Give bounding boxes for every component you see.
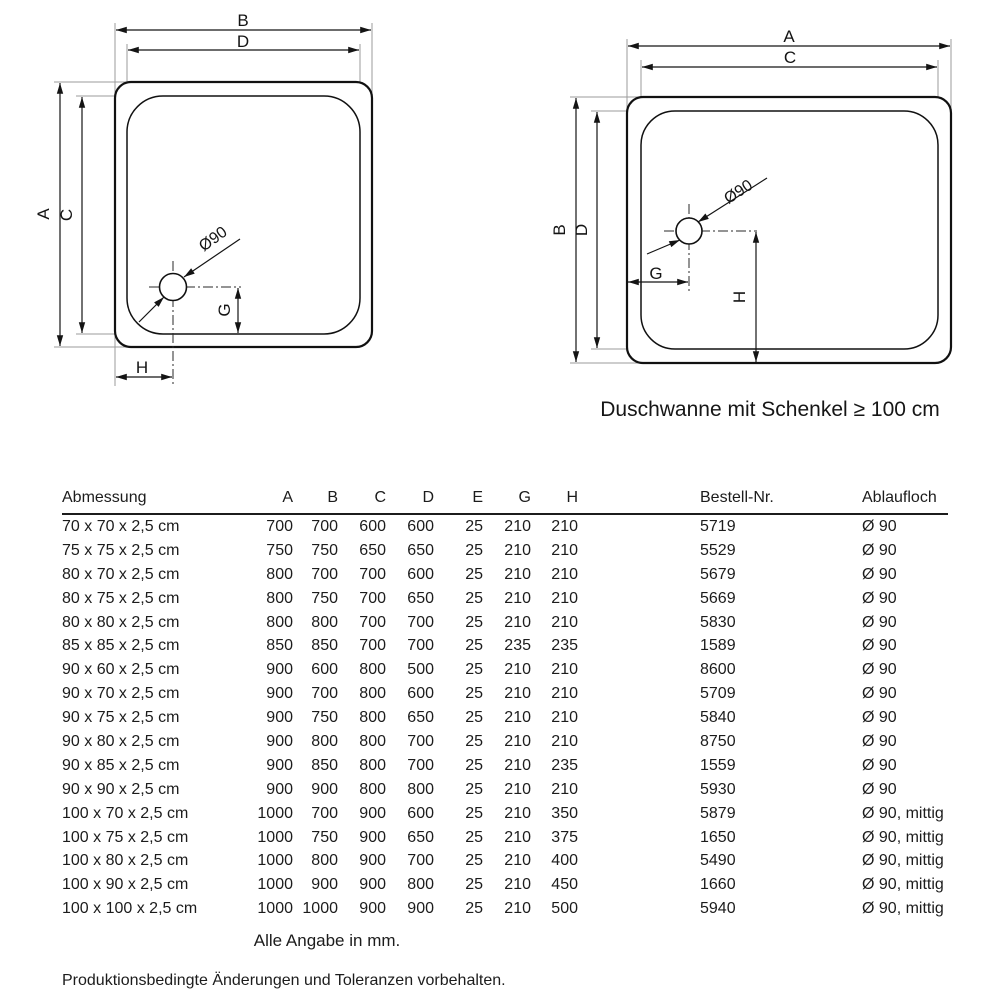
table-cell: 210 (504, 661, 531, 679)
table-cell: 210 (504, 565, 531, 583)
table-cell: 1559 (700, 756, 736, 774)
table-cell: 800 (266, 613, 293, 631)
table-cell: 600 (407, 517, 434, 535)
table-cell: 700 (407, 756, 434, 774)
table-row (62, 658, 948, 682)
table-cell: 90 x 90 x 2,5 cm (62, 780, 180, 798)
table-row (62, 682, 948, 706)
table-cell: 210 (551, 613, 578, 631)
table-cell: 90 x 85 x 2,5 cm (62, 756, 180, 774)
table-cell: 5840 (700, 709, 736, 727)
table-cell: 700 (407, 613, 434, 631)
col-header-d: D (386, 483, 434, 514)
table-cell: 900 (266, 709, 293, 727)
table-cell: 375 (551, 828, 578, 846)
table-row (62, 873, 948, 897)
drain-hole (160, 274, 187, 301)
table-cell: 90 x 80 x 2,5 cm (62, 732, 180, 750)
table-cell: 1000 (257, 804, 293, 822)
table-row (62, 754, 948, 778)
table-cell: 210 (504, 876, 531, 894)
table-cell: 350 (551, 804, 578, 822)
table-cell: 90 x 70 x 2,5 cm (62, 685, 180, 703)
table-cell: 100 x 80 x 2,5 cm (62, 852, 189, 870)
table-cell: 235 (551, 637, 578, 655)
table-cell: Ø 90 (862, 565, 897, 583)
table-cell: Ø 90, mittig (862, 804, 944, 822)
table-cell: 900 (266, 661, 293, 679)
table-cell: Ø 90, mittig (862, 900, 944, 918)
table-cell: 25 (465, 613, 483, 631)
table-cell: Ø 90, mittig (862, 876, 944, 894)
col-header-h: H (531, 483, 578, 514)
col-header-e: E (434, 483, 483, 514)
table-cell: 25 (465, 709, 483, 727)
table-cell: 700 (407, 637, 434, 655)
table-cell: 210 (504, 804, 531, 822)
table-cell: 1660 (700, 876, 736, 894)
table-cell: 210 (551, 565, 578, 583)
dim-label-c: C (783, 48, 797, 67)
table-row (62, 611, 948, 635)
table-cell: 800 (359, 709, 386, 727)
table-cell: 850 (266, 637, 293, 655)
table-cell: 800 (407, 876, 434, 894)
table-cell: Ø 90, mittig (862, 852, 944, 870)
table-cell: 210 (551, 780, 578, 798)
drain-diameter-label: Ø90 (196, 223, 231, 256)
table-cell: 500 (551, 900, 578, 918)
table-cell: 25 (465, 541, 483, 559)
table-cell: 25 (465, 732, 483, 750)
col-header-c: C (338, 483, 386, 514)
table-cell: 1650 (700, 828, 736, 846)
table-cell: 25 (465, 661, 483, 679)
table-cell: 1000 (257, 900, 293, 918)
table-cell: 90 x 75 x 2,5 cm (62, 709, 180, 727)
table-cell: Ø 90 (862, 637, 897, 655)
table-cell: 210 (504, 900, 531, 918)
table-cell: 600 (407, 685, 434, 703)
table-cell: 25 (465, 589, 483, 607)
col-header-g: G (483, 483, 531, 514)
table-cell: 900 (266, 685, 293, 703)
table-cell: 25 (465, 637, 483, 655)
table-cell: 100 x 100 x 2,5 cm (62, 900, 198, 918)
table-cell: 700 (311, 565, 338, 583)
table-cell: 900 (407, 900, 434, 918)
table-cell: 210 (551, 732, 578, 750)
square-tray-diagram (34, 11, 372, 386)
table-cell: 210 (551, 517, 578, 535)
table-cell: 80 x 70 x 2,5 cm (62, 565, 180, 583)
dimension-table-container (62, 483, 948, 921)
col-header-bestell-nr: Bestell-Nr. (578, 483, 862, 514)
table-row (62, 514, 948, 539)
table-cell: 25 (465, 780, 483, 798)
table-cell: 900 (359, 828, 386, 846)
table-cell: 800 (266, 565, 293, 583)
dim-label-d: D (236, 32, 250, 51)
table-cell: 210 (551, 709, 578, 727)
table-cell: 700 (311, 685, 338, 703)
table-cell: 90 x 60 x 2,5 cm (62, 661, 180, 679)
table-cell: 800 (311, 732, 338, 750)
table-row (62, 778, 948, 802)
table-cell: 25 (465, 900, 483, 918)
table-cell: 85 x 85 x 2,5 cm (62, 637, 180, 655)
table-cell: 450 (551, 876, 578, 894)
table-cell: 650 (359, 541, 386, 559)
table-body (62, 514, 948, 921)
table-cell: 210 (504, 852, 531, 870)
table-cell: 500 (407, 661, 434, 679)
table-cell: 750 (311, 589, 338, 607)
table-cell: 900 (266, 780, 293, 798)
table-cell: 210 (504, 732, 531, 750)
table-cell: 210 (504, 828, 531, 846)
table-cell: 5529 (700, 541, 736, 559)
table-cell: 25 (465, 876, 483, 894)
table-cell: 900 (311, 876, 338, 894)
table-cell: Ø 90 (862, 589, 897, 607)
dim-label-h: H (135, 358, 149, 377)
table-row (62, 706, 948, 730)
table-cell: 5669 (700, 589, 736, 607)
dimension-table (62, 483, 948, 921)
table-cell: 100 x 90 x 2,5 cm (62, 876, 189, 894)
table-cell: 700 (359, 565, 386, 583)
table-cell: Ø 90 (862, 756, 897, 774)
table-cell: 900 (359, 900, 386, 918)
table-cell: 80 x 80 x 2,5 cm (62, 613, 180, 631)
table-cell: 900 (266, 756, 293, 774)
table-cell: 650 (407, 541, 434, 559)
table-cell: 900 (359, 852, 386, 870)
table-row (62, 802, 948, 826)
table-cell: 800 (359, 732, 386, 750)
col-header-abmessung: Abmessung (62, 483, 230, 514)
table-cell: 5940 (700, 900, 736, 918)
table-cell: 210 (504, 541, 531, 559)
table-cell: 1000 (257, 852, 293, 870)
table-cell: 700 (359, 637, 386, 655)
table-cell: 5719 (700, 517, 736, 535)
table-cell: 5490 (700, 852, 736, 870)
dim-label-b: B (550, 224, 569, 236)
rectangular-tray-diagram (550, 27, 951, 363)
table-cell: 80 x 75 x 2,5 cm (62, 589, 180, 607)
dim-label-d: D (572, 223, 591, 237)
table-cell: Ø 90 (862, 661, 897, 679)
table-cell: 700 (359, 589, 386, 607)
table-cell: 1589 (700, 637, 736, 655)
table-cell: 210 (504, 709, 531, 727)
table-cell: 210 (504, 613, 531, 631)
table-cell: 600 (359, 517, 386, 535)
table-cell: 700 (311, 804, 338, 822)
table-cell: Ø 90 (862, 732, 897, 750)
table-cell: 650 (407, 709, 434, 727)
dim-label-a: A (783, 27, 795, 46)
table-cell: 800 (359, 661, 386, 679)
col-header-ablaufloch: Ablaufloch (862, 483, 948, 514)
table-row (62, 826, 948, 850)
table-row (62, 587, 948, 611)
table-cell: 800 (359, 780, 386, 798)
table-cell: 800 (311, 613, 338, 631)
table-row (62, 897, 948, 921)
table-cell: 700 (311, 517, 338, 535)
dim-label-g: G (215, 303, 234, 317)
table-cell: 900 (359, 804, 386, 822)
table-cell: 235 (504, 637, 531, 655)
table-cell: 210 (504, 780, 531, 798)
table-cell: 210 (551, 661, 578, 679)
table-cell: 8600 (700, 661, 736, 679)
table-cell: Ø 90 (862, 780, 897, 798)
table-row (62, 730, 948, 754)
table-cell: 5930 (700, 780, 736, 798)
table-cell: 100 x 75 x 2,5 cm (62, 828, 189, 846)
table-cell: 750 (266, 541, 293, 559)
table-cell: 900 (266, 732, 293, 750)
table-cell: 650 (407, 589, 434, 607)
table-cell: 100 x 70 x 2,5 cm (62, 804, 189, 822)
drain-diameter-label: Ø90 (721, 176, 756, 208)
table-cell: Ø 90 (862, 685, 897, 703)
table-cell: 650 (407, 828, 434, 846)
dim-label-g: G (649, 264, 663, 283)
table-cell: 900 (311, 780, 338, 798)
diagram-caption: Duschwanne mit Schenkel ≥ 100 cm (600, 398, 940, 421)
table-cell: 210 (504, 517, 531, 535)
table-cell: 5709 (700, 685, 736, 703)
table-cell: 25 (465, 804, 483, 822)
table-cell: 800 (311, 852, 338, 870)
table-cell: 800 (359, 685, 386, 703)
table-cell: 400 (551, 852, 578, 870)
table-cell: 70 x 70 x 2,5 cm (62, 517, 180, 535)
table-cell: 800 (266, 589, 293, 607)
table-cell: Ø 90 (862, 709, 897, 727)
dim-label-b: B (237, 11, 249, 30)
table-cell: 700 (266, 517, 293, 535)
table-row (62, 849, 948, 873)
table-cell: 600 (407, 565, 434, 583)
table-cell: 25 (465, 517, 483, 535)
col-header-b: B (293, 483, 338, 514)
dim-label-c: C (57, 208, 76, 222)
table-cell: 600 (311, 661, 338, 679)
table-cell: 210 (551, 685, 578, 703)
table-cell: 235 (551, 756, 578, 774)
table-cell: 750 (311, 709, 338, 727)
table-cell: 1000 (302, 900, 338, 918)
table-cell: 75 x 75 x 2,5 cm (62, 541, 180, 559)
table-cell: 750 (311, 828, 338, 846)
table-cell: 8750 (700, 732, 736, 750)
table-cell: 5830 (700, 613, 736, 631)
table-cell: 210 (551, 589, 578, 607)
dim-label-h: H (730, 290, 749, 304)
table-cell: Ø 90, mittig (862, 828, 944, 846)
table-cell: 850 (311, 637, 338, 655)
table-cell: 5679 (700, 565, 736, 583)
table-cell: 25 (465, 852, 483, 870)
disclaimer-note: Produktionsbedingte Änderungen und Toleranzen vorbehalten. (62, 972, 506, 989)
table-cell: 900 (359, 876, 386, 894)
table-cell: Ø 90 (862, 517, 897, 535)
table-cell: 25 (465, 828, 483, 846)
dim-label-a: A (34, 208, 53, 220)
table-cell: 25 (465, 756, 483, 774)
table-row (62, 634, 948, 658)
table-cell: 210 (504, 756, 531, 774)
table-cell: 700 (359, 613, 386, 631)
table-cell: 210 (504, 685, 531, 703)
units-note: Alle Angabe in mm. (253, 931, 401, 950)
table-cell: 700 (407, 852, 434, 870)
table-cell: 5879 (700, 804, 736, 822)
table-cell: 210 (504, 589, 531, 607)
table-cell: 700 (407, 732, 434, 750)
col-header-a: A (230, 483, 293, 514)
table-cell: Ø 90 (862, 541, 897, 559)
table-cell: 1000 (257, 876, 293, 894)
table-row (62, 563, 948, 587)
table-cell: 800 (359, 756, 386, 774)
table-header-row (62, 483, 948, 514)
table-cell: 25 (465, 685, 483, 703)
table-cell: 800 (407, 780, 434, 798)
table-row (62, 539, 948, 563)
table-cell: 600 (407, 804, 434, 822)
table-cell: 850 (311, 756, 338, 774)
table-cell: 25 (465, 565, 483, 583)
table-cell: Ø 90 (862, 613, 897, 631)
table-cell: 1000 (257, 828, 293, 846)
table-cell: 210 (551, 541, 578, 559)
table-cell: 750 (311, 541, 338, 559)
